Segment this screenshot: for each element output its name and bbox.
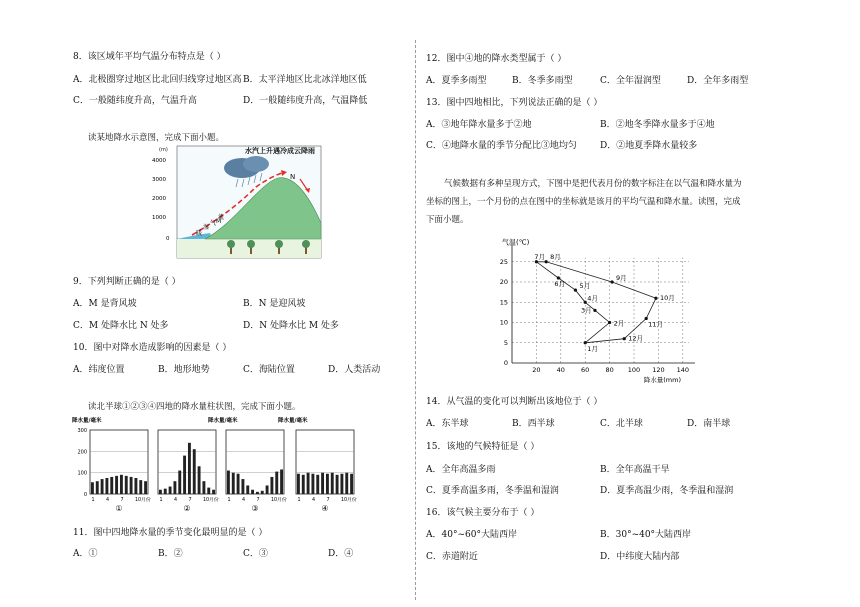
bar	[120, 475, 123, 494]
bar	[110, 477, 113, 494]
bar	[256, 492, 259, 494]
climate-point	[545, 260, 548, 263]
fig1-ytick: 4000	[152, 158, 166, 164]
q8-option-a: A．北极圈穿过地区比北回归线穿过地区高	[73, 75, 242, 85]
intro-text-3-line3: 下面小题。	[426, 215, 469, 225]
climate-point	[608, 321, 611, 324]
bar	[280, 469, 283, 494]
bar-xtick: 10月份	[340, 498, 357, 503]
fig1-ytick: 2000	[152, 196, 166, 202]
bar	[198, 466, 201, 494]
y-tick: 5	[503, 338, 508, 347]
intro-text-3-line2: 坐标的图上，一个月份的点在图中的坐标就是该月的平均气温和降水量。读图，完成	[426, 197, 741, 207]
bar	[302, 475, 305, 494]
q11-option-b: B．②	[158, 549, 183, 559]
q15-option-b: B．全年高温干旱	[600, 465, 670, 475]
bar-xtick: 4	[173, 498, 178, 503]
bar	[139, 480, 142, 494]
question-14: 14．从气温的变化可以判断出该地位于（ ）	[426, 397, 603, 407]
q15-option-a: A．全年高温多雨	[426, 465, 496, 475]
bar-panel-ylabel: 降水量/毫米	[72, 418, 102, 424]
label-m: M	[216, 218, 222, 225]
question-8: 8．该区域年平均气温分布特点是（ ）	[73, 52, 226, 62]
bar	[101, 479, 104, 494]
bar	[270, 477, 273, 494]
question-12: 12．图中④地的降水类型属于（ ）	[426, 54, 567, 64]
bar-xtick: 7	[120, 498, 124, 503]
bar	[275, 472, 278, 494]
climate-point-label: 4月	[587, 294, 598, 303]
bar	[237, 474, 240, 494]
intro-text-2: 读北半球①②③④四地的降水量柱状图，完成下面小题。	[88, 402, 301, 412]
climate-point-label: 9月	[616, 274, 627, 282]
bar	[326, 474, 329, 494]
q16-option-b: B．30°~40°大陆西岸	[600, 530, 692, 540]
bar	[331, 473, 334, 494]
bar-panel	[72, 416, 151, 513]
climate-point-label: 2月	[613, 319, 625, 328]
precipitation-diagram	[150, 143, 325, 261]
label-wet: 湿	[203, 224, 210, 231]
y-axis-label: 气温(℃)	[502, 238, 530, 247]
x-tick: 40	[556, 366, 565, 374]
x-axis-label: 降水量(mm)	[643, 376, 682, 383]
climate-point-label: 7月	[534, 252, 546, 261]
bar	[297, 474, 300, 494]
q14-option-b: B．西半球	[512, 419, 555, 429]
x-tick: 80	[605, 366, 614, 374]
x-tick: 140	[676, 366, 690, 374]
bar	[159, 490, 162, 494]
bar	[307, 473, 310, 494]
climate-point-label: 8月	[550, 252, 561, 261]
bar-xtick: 4	[241, 498, 246, 503]
bar	[105, 478, 108, 494]
q10-option-c: C．海陆位置	[243, 365, 295, 375]
bar	[336, 475, 339, 494]
fig1-title: 水汽上升遇冷成云降雨	[245, 147, 315, 155]
q9-option-b: B．N 是迎风坡	[243, 299, 306, 309]
fig1-unit: (m)	[159, 147, 168, 153]
bar-xtick: 1	[297, 498, 301, 503]
bar	[188, 443, 191, 494]
q10-option-d: D．人类活动	[328, 365, 381, 375]
x-tick: 20	[532, 366, 541, 374]
bar-xtick: 7	[256, 498, 260, 503]
climate-point	[654, 297, 657, 300]
climate-point-label: 5月	[579, 282, 591, 291]
bar	[241, 479, 244, 494]
bar-ytick: 300	[77, 428, 87, 434]
bar	[311, 474, 314, 494]
bar-xtick: 4	[311, 498, 316, 503]
q14-option-a: A．东半球	[426, 419, 469, 429]
q8-option-b: B．太平洋地区比北冰洋地区低	[243, 75, 367, 85]
fig1-ytick: 0	[166, 236, 170, 242]
q12-option-d: D．全年多雨型	[687, 76, 749, 86]
bar	[202, 481, 205, 494]
bar	[169, 487, 172, 494]
question-10: 10．图中对降水造成影响的因素是（ ）	[73, 343, 232, 353]
bar	[212, 490, 215, 494]
question-11: 11．图中四地降水量的季节变化最明显的是（ ）	[73, 528, 268, 538]
bar	[227, 471, 230, 494]
q9-option-a: A．M 是背风坡	[73, 299, 137, 309]
intro-text-3-line1: 气候数据有多种呈现方式，下图中是把代表月份的数字标注在以气温和降水量为	[444, 179, 742, 189]
q16-option-a: A．40°~60°大陆西岸	[426, 530, 517, 540]
bar	[251, 490, 254, 494]
bar-panel-frame	[158, 430, 216, 494]
climate-point	[593, 309, 596, 312]
climate-point-label: 10月	[659, 294, 675, 303]
y-tick: 20	[499, 278, 508, 286]
bar	[232, 473, 235, 494]
bar	[96, 481, 99, 494]
climate-point	[623, 337, 626, 340]
bar	[340, 474, 343, 494]
column-divider	[415, 40, 416, 600]
fig1-ytick: 1000	[152, 215, 166, 221]
climate-point	[574, 289, 577, 292]
climate-point-label: 6月	[554, 279, 566, 288]
bar-panel-ylabel: 降水量/毫米	[208, 418, 238, 424]
bar	[316, 475, 319, 494]
bar-xtick: 7	[188, 498, 192, 503]
bar-panel-ylabel: 降水量/毫米	[278, 418, 308, 424]
label-n: N	[290, 173, 296, 181]
bar	[164, 489, 167, 494]
y-tick: 15	[499, 298, 508, 307]
q13-option-d: D．②地夏季降水量较多	[600, 141, 698, 151]
x-tick: 120	[652, 366, 665, 374]
bar-xtick: 7	[326, 498, 330, 503]
q8-option-d: D．一般随纬度升高，气温降低	[243, 96, 368, 106]
bar-ytick: 100	[77, 470, 87, 477]
bar	[173, 481, 176, 494]
precipitation-bar-charts	[70, 412, 370, 514]
bar-panel-mark: ③	[251, 504, 259, 513]
q16-option-d: D．中纬度大陆内部	[600, 552, 680, 562]
bar	[115, 476, 118, 494]
question-9: 9．下列判断正确的是（ ）	[73, 277, 181, 287]
bar-panel-mark: ①	[115, 504, 123, 513]
q12-option-c: C．全年湿润型	[600, 76, 661, 86]
climate-chart	[490, 228, 700, 383]
climate-point-label: 11月	[648, 320, 663, 329]
bar-xtick: 1	[91, 498, 95, 503]
q11-option-d: D．④	[328, 549, 354, 559]
bar-xtick: 10月份	[134, 498, 151, 503]
bar	[178, 471, 181, 494]
bar-xtick: 10月份	[270, 498, 287, 503]
climate-point-label: 1月	[587, 344, 598, 353]
bar	[91, 482, 94, 494]
bar	[261, 491, 264, 494]
intro-text-1: 读某地降水示意图，完成下面小题。	[88, 133, 225, 143]
bar-panel	[278, 416, 357, 513]
bar	[246, 485, 249, 494]
q13-option-a: A．③地年降水量多于②地	[426, 120, 532, 130]
climate-point	[610, 280, 613, 283]
bar	[134, 478, 137, 494]
q15-option-c: C．夏季高温多雨，冬季温和湿润	[426, 486, 559, 496]
bar	[207, 488, 210, 494]
bar	[321, 473, 324, 494]
bar-xtick: 1	[227, 498, 231, 503]
y-tick: 0	[503, 359, 508, 367]
q13-option-b: B．②地冬季降水量多于④地	[600, 120, 715, 130]
bar-ytick: 200	[77, 449, 87, 456]
fig1-ytick: 3000	[152, 177, 166, 183]
question-13: 13．图中四地相比，下列说法正确的是（ ）	[426, 98, 603, 108]
q16-option-c: C．赤道附近	[426, 552, 478, 562]
y-tick: 10	[499, 318, 508, 327]
q13-option-c: C．④地降水量的季节分配比③地均匀	[426, 141, 577, 151]
q10-option-a: A．纬度位置	[73, 365, 125, 375]
y-tick: 25	[499, 257, 508, 266]
question-15: 15．该地的气候特征是（ ）	[426, 442, 540, 452]
bar-xtick: 10月份	[202, 498, 219, 503]
q12-option-a: A．夏季多雨型	[426, 76, 487, 86]
x-tick: 100	[627, 366, 641, 374]
label-air: 气	[210, 220, 217, 227]
bar-panel	[208, 416, 287, 513]
q14-option-d: D．南半球	[687, 419, 731, 429]
climate-point-label: 3月	[580, 306, 592, 315]
q11-option-a: A．①	[73, 549, 98, 559]
bar-panel-mark: ②	[183, 504, 191, 513]
q11-option-c: C．③	[243, 549, 268, 559]
bar-panel-mark: ④	[321, 504, 329, 513]
label-flow: 流	[218, 214, 225, 221]
bar	[130, 477, 133, 494]
q9-option-d: D．N 处降水比 M 处多	[243, 321, 339, 331]
bar-xtick: 4	[105, 498, 110, 503]
bar	[350, 474, 353, 494]
label-warm: 暖	[196, 230, 203, 237]
q15-option-d: D．夏季高温少雨，冬季温和湿润	[600, 486, 734, 496]
q14-option-c: C．北半球	[600, 419, 643, 429]
x-tick: 60	[581, 366, 590, 374]
question-16: 16．该气候主要分布于（ ）	[426, 508, 540, 518]
bar	[266, 485, 269, 494]
climate-point-label: 12月	[628, 334, 644, 343]
bar	[345, 473, 348, 494]
bar	[183, 456, 186, 494]
bar-ytick: 0	[83, 492, 87, 498]
bar	[193, 449, 196, 494]
q10-option-b: B．地形地势	[158, 365, 210, 375]
bar-xtick: 1	[159, 498, 163, 503]
bar	[125, 476, 128, 494]
q12-option-b: B．冬季多雨型	[512, 76, 573, 86]
bar-panel	[158, 430, 219, 513]
bar	[144, 481, 147, 494]
q9-option-c: C．M 处降水比 N 处多	[73, 321, 169, 331]
q8-option-c: C．一般随纬度升高，气温升高	[73, 96, 197, 106]
